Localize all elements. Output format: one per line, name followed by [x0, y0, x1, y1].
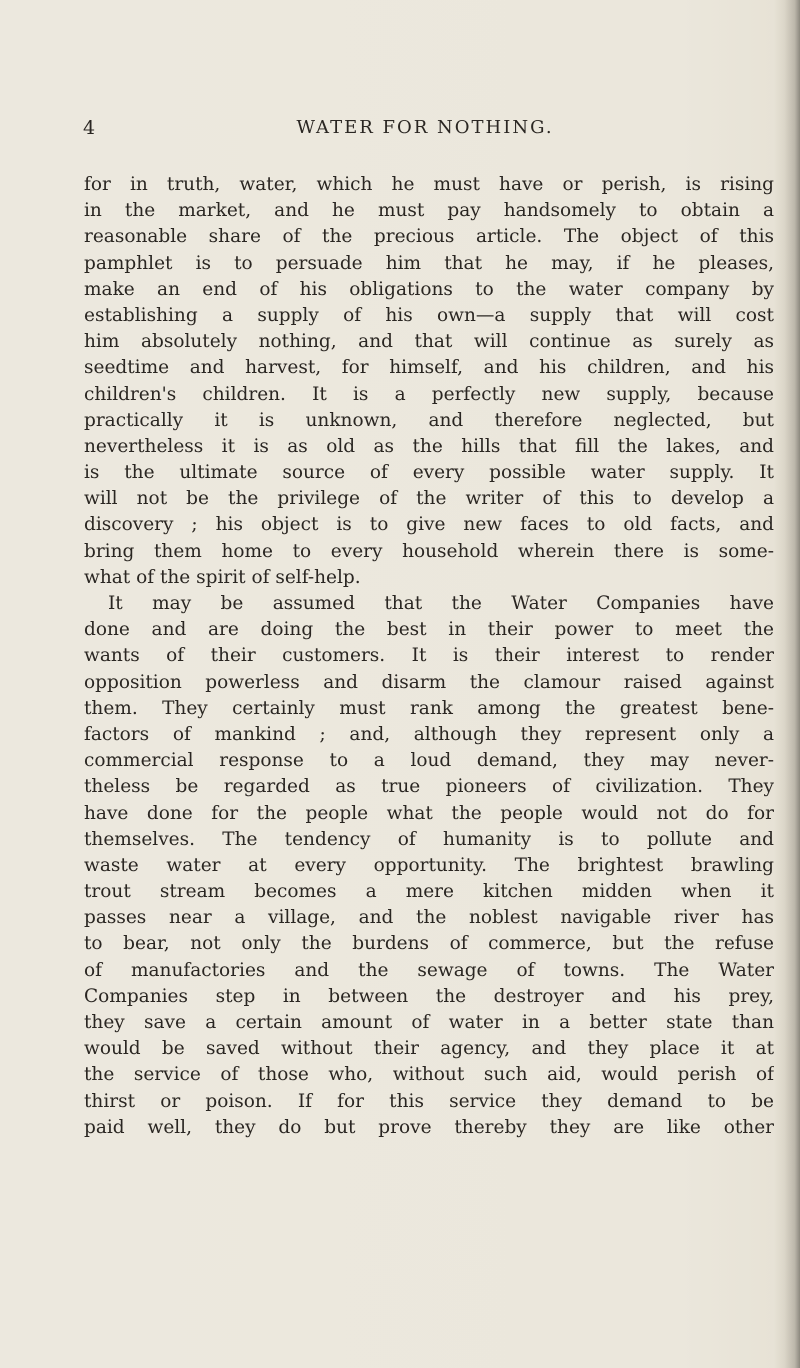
text-line: to bear, not only the burdens of commerce, but the refuse	[84, 933, 774, 955]
text-line: opposition powerless and disarm the clamour raised against	[84, 671, 774, 693]
page-number: 4	[83, 117, 96, 139]
text-line: for in truth, water, which he must have or perish, is rising	[84, 174, 774, 195]
text-line: thirst or poison. If for this service they demand to be	[84, 1090, 774, 1112]
text-line: theless be regarded as true pioneers of civilization. They	[84, 776, 774, 798]
text-line: of manufactories and the sewage of towns. The Water	[84, 959, 774, 981]
text-line: practically it is unknown, and therefore neglected, but	[84, 409, 774, 431]
text-line: in the market, and he must pay handsomely to obtain a	[84, 200, 774, 222]
text-line: wants of their customers. It is their interest to render	[84, 645, 774, 667]
text-line: them. They certainly must rank among the greatest bene-	[84, 697, 774, 719]
text-line: establishing a supply of his own—a supply that will cost	[84, 304, 774, 326]
text-line: seedtime and harvest, for himself, and his children, and his	[84, 357, 774, 379]
text-line: commercial response to a loud demand, they may never-	[84, 750, 774, 772]
text-line: bring them home to every household wherein there is some-	[84, 540, 774, 562]
text-line: discovery ; his object is to give new faces to old facts, and	[84, 514, 774, 536]
page-edge-shadow	[774, 0, 800, 1368]
text-line: would be saved without their agency, and they place it at	[84, 1038, 774, 1060]
text-line: passes near a village, and the noblest navigable river has	[84, 907, 774, 929]
text-line: what of the spirit of self-help.	[84, 566, 361, 588]
text-line: they save a certain amount of water in a better state than	[84, 1012, 774, 1033]
text-line: pamphlet is to persuade him that he may, if he pleases,	[84, 252, 774, 274]
text-line: is the ultimate source of every possible water supply. It	[84, 462, 774, 484]
text-line: him absolutely nothing, and that will continue as surely as	[84, 331, 774, 353]
page-header	[0, 117, 800, 147]
text-line: reasonable share of the precious article. The object of this	[84, 226, 774, 248]
text-line: nevertheless it is as old as the hills that fill the lakes, and	[84, 435, 774, 457]
body-text	[84, 172, 774, 1141]
text-line: make an end of his obligations to the water company by	[84, 278, 774, 300]
text-line: paid well, they do but prove thereby they are like other	[84, 1116, 774, 1138]
text-line: Companies step in between the destroyer and his prey,	[84, 985, 774, 1007]
text-line: themselves. The tendency of humanity is to pollute and	[84, 828, 774, 850]
text-line: factors of mankind ; and, although they represent only a	[84, 723, 774, 745]
running-head: WATER FOR NOTHING.	[296, 117, 554, 138]
text-line: trout stream becomes a mere kitchen midden when it	[84, 881, 774, 903]
text-line: will not be the privilege of the writer of this to develop a	[84, 488, 774, 510]
text-line: waste water at every opportunity. The brightest brawling	[84, 854, 774, 876]
text-line: have done for the people what the people would not do for	[84, 802, 774, 824]
text-line: the service of those who, without such aid, would perish of	[84, 1064, 774, 1086]
text-line: children's children. It is a perfectly new supply, because	[84, 383, 774, 405]
text-line: done and are doing the best in their power to meet the	[84, 619, 774, 641]
text-line: It may be assumed that the Water Companies have	[108, 593, 774, 614]
